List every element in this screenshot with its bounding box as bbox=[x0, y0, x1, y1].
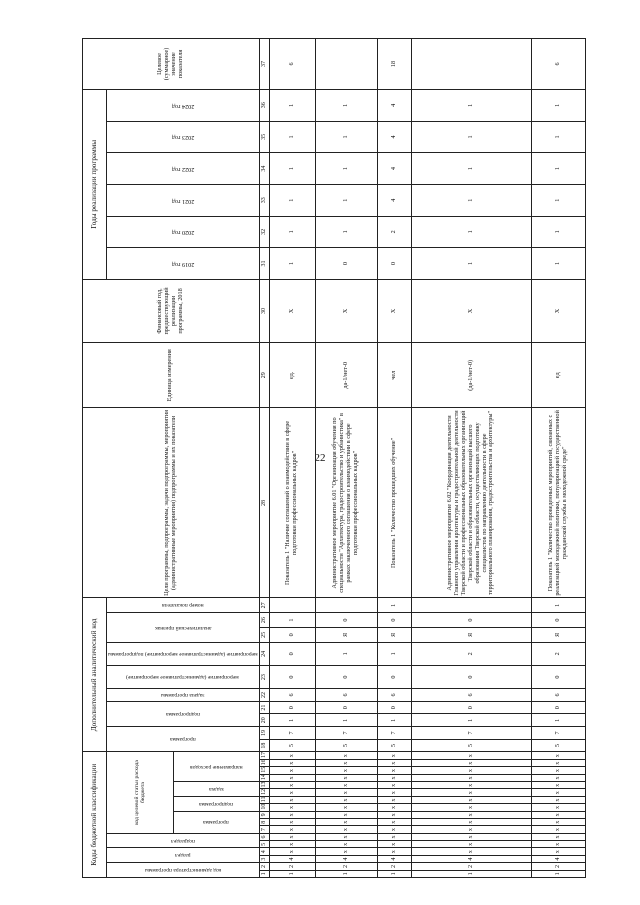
column-number: 2 bbox=[259, 863, 269, 870]
code-cell: x bbox=[411, 833, 531, 840]
analytic-cell: 0 bbox=[531, 613, 585, 628]
code-cell: x bbox=[377, 774, 411, 781]
column-numbers-row bbox=[259, 39, 269, 878]
code-cell: x bbox=[315, 760, 377, 767]
code-cell: x bbox=[377, 841, 411, 848]
table-row bbox=[531, 39, 585, 878]
code-cell: x bbox=[377, 752, 411, 760]
column-number: 32 bbox=[259, 216, 269, 248]
table-row bbox=[411, 39, 531, 878]
code-cell: x bbox=[531, 811, 585, 818]
code-cell: x bbox=[377, 819, 411, 826]
column-number: 16 bbox=[259, 760, 269, 767]
analytic-cell: 2 bbox=[531, 642, 585, 665]
target-value-cell: 6 bbox=[269, 39, 315, 90]
analytic-cell: 6 bbox=[315, 689, 377, 702]
analytic-cell: 1 bbox=[531, 714, 585, 727]
fin-year-cell: X bbox=[269, 279, 315, 342]
analytic-cell: 1 bbox=[377, 598, 411, 613]
column-number: 20 bbox=[259, 714, 269, 727]
code-cell: x bbox=[531, 804, 585, 811]
column-number: 25 bbox=[259, 627, 269, 642]
column-number: 4 bbox=[259, 848, 269, 855]
column-number: 27 bbox=[259, 598, 269, 613]
code-cell: x bbox=[411, 767, 531, 774]
code-cell: x bbox=[315, 826, 377, 833]
unit-cell: ед. bbox=[269, 343, 315, 408]
budget-codes-header: Коды бюджетной классификации bbox=[83, 752, 107, 878]
column-number: 29 bbox=[259, 343, 269, 408]
code-cell: x bbox=[411, 848, 531, 855]
code-cell: x bbox=[315, 811, 377, 818]
code-cell: x bbox=[411, 774, 531, 781]
table-row bbox=[269, 39, 315, 878]
analytic-cell: 0 bbox=[315, 613, 377, 628]
column-number: 33 bbox=[259, 184, 269, 216]
analytic-sign-header: аналитический признак bbox=[107, 613, 260, 643]
analytic-code-header: Дополнительный аналитический код bbox=[83, 598, 107, 752]
analytic-cell: 1 bbox=[315, 714, 377, 727]
code-cell: x bbox=[531, 796, 585, 803]
analytic-cell: 0 bbox=[269, 642, 315, 665]
year-value-cell: 1 bbox=[411, 153, 531, 185]
event-header: мероприятие (административное мероприятие) bbox=[107, 665, 260, 688]
task-code-header: задача bbox=[173, 782, 259, 797]
code-cell: 4 bbox=[531, 855, 585, 862]
year-value-cell: 1 bbox=[531, 153, 585, 185]
column-number: 22 bbox=[259, 689, 269, 702]
analytic-cell: Я bbox=[377, 627, 411, 642]
code-cell: x bbox=[315, 804, 377, 811]
code-cell: x bbox=[531, 767, 585, 774]
analytic-cell: 6 bbox=[269, 689, 315, 702]
column-number: 5 bbox=[259, 841, 269, 848]
code-cell: x bbox=[377, 833, 411, 840]
code-cell: x bbox=[269, 767, 315, 774]
year-2024-header: 2024 год bbox=[107, 89, 260, 121]
analytic-cell: 6 bbox=[377, 689, 411, 702]
code-cell: x bbox=[377, 782, 411, 789]
code-cell: x bbox=[411, 804, 531, 811]
table-row bbox=[315, 39, 377, 878]
code-cell: x bbox=[531, 782, 585, 789]
code-cell: x bbox=[269, 782, 315, 789]
year-value-cell: 1 bbox=[411, 121, 531, 153]
goal-text-cell: Показатель 1 "Количество прошедших обучение" bbox=[377, 408, 411, 598]
analytic-cell: 5 bbox=[377, 739, 411, 752]
year-value-cell: 0 bbox=[315, 248, 377, 280]
analytic-cell bbox=[411, 598, 531, 613]
fin-year-cell: X bbox=[411, 279, 531, 342]
years-header: Годы реализации программы bbox=[83, 89, 107, 279]
year-value-cell: 1 bbox=[315, 121, 377, 153]
code-cell: x bbox=[531, 848, 585, 855]
year-value-cell: 1 bbox=[269, 121, 315, 153]
year-value-cell: 4 bbox=[377, 121, 411, 153]
analytic-cell: 7 bbox=[377, 727, 411, 740]
unit-cell: чел bbox=[377, 343, 411, 408]
analytic-cell: 1 bbox=[531, 598, 585, 613]
unit-cell: (да-1/нет-0) bbox=[411, 343, 531, 408]
program-task-header: задача программы bbox=[107, 689, 260, 702]
column-number: 31 bbox=[259, 248, 269, 280]
analytic-cell: 0 bbox=[411, 701, 531, 714]
code-cell: x bbox=[411, 796, 531, 803]
code-cell: x bbox=[531, 819, 585, 826]
code-cell: x bbox=[315, 819, 377, 826]
column-number: 17 bbox=[259, 752, 269, 760]
indicator-no-header: номер показателя bbox=[107, 598, 260, 613]
analytic-cell: 6 bbox=[531, 689, 585, 702]
code-cell: x bbox=[269, 804, 315, 811]
year-value-cell: 2 bbox=[377, 216, 411, 248]
fin-year-header: Финансовый год, предшествующий реализации программы, 2018 bbox=[83, 279, 260, 342]
fin-year-cell: X bbox=[377, 279, 411, 342]
year-value-cell: 1 bbox=[531, 121, 585, 153]
analytic-cell: 7 bbox=[269, 727, 315, 740]
analytic-cell: 0 bbox=[377, 613, 411, 628]
code-cell: x bbox=[411, 826, 531, 833]
year-value-cell: 1 bbox=[269, 89, 315, 121]
fin-year-cell: X bbox=[531, 279, 585, 342]
target-code-header: код целевой статьи расхода бюджета bbox=[107, 752, 174, 833]
admin-code-header: код администратора программы bbox=[107, 863, 260, 878]
analytic-cell: 1 bbox=[377, 714, 411, 727]
year-value-cell: 1 bbox=[315, 184, 377, 216]
column-number: 19 bbox=[259, 727, 269, 740]
code-cell: x bbox=[315, 848, 377, 855]
code-cell: x bbox=[531, 789, 585, 796]
unit-cell: да-1/нет-0 bbox=[315, 343, 377, 408]
code-cell: 4 bbox=[377, 855, 411, 862]
code-cell: x bbox=[411, 811, 531, 818]
section-header: раздел bbox=[107, 848, 260, 863]
year-value-cell: 0 bbox=[377, 248, 411, 280]
code-cell: 1 bbox=[269, 870, 315, 877]
year-value-cell: 1 bbox=[531, 216, 585, 248]
code-cell: x bbox=[315, 796, 377, 803]
analytic-cell: 0 bbox=[377, 701, 411, 714]
analytic-cell: 1 bbox=[315, 642, 377, 665]
code-cell: 1 bbox=[411, 870, 531, 877]
code-cell: x bbox=[377, 796, 411, 803]
analytic-cell bbox=[315, 598, 377, 613]
analytic-cell: 5 bbox=[411, 739, 531, 752]
unit-cell: ед bbox=[531, 343, 585, 408]
analytic-cell: 5 bbox=[269, 739, 315, 752]
analytic-subprogram-header: подпрограмма bbox=[107, 701, 260, 726]
column-number: 13 bbox=[259, 782, 269, 789]
goal-text-cell: Административное мероприятие 6.01 "Организация обучения по специальности "Архитектура, градостроительство и урбанистика" в рамках заключенного соглашения о взаимодействии в сфере подготовки профессиональных кадров" bbox=[315, 408, 377, 598]
subsection-header: подраздел bbox=[107, 833, 260, 848]
analytic-cell: 1 bbox=[377, 642, 411, 665]
code-cell: x bbox=[269, 796, 315, 803]
column-number: 21 bbox=[259, 701, 269, 714]
rotated-table-frame bbox=[82, 38, 568, 878]
column-number: 34 bbox=[259, 153, 269, 185]
analytic-cell: 7 bbox=[531, 727, 585, 740]
year-2019-header: 2019 год bbox=[107, 248, 260, 280]
code-cell: 1 bbox=[377, 870, 411, 877]
code-cell: 2 bbox=[377, 863, 411, 870]
code-cell: 2 bbox=[315, 863, 377, 870]
code-cell: x bbox=[411, 841, 531, 848]
event-sub-header: мероприятие (административное мероприятие) подпрограммы bbox=[107, 642, 260, 665]
year-2020-header: 2020 год bbox=[107, 216, 260, 248]
code-cell: x bbox=[315, 841, 377, 848]
target-value-cell bbox=[315, 39, 377, 90]
code-cell: x bbox=[411, 789, 531, 796]
year-value-cell: 1 bbox=[411, 184, 531, 216]
code-cell: x bbox=[411, 752, 531, 760]
year-value-cell: 1 bbox=[531, 89, 585, 121]
year-2023-header: 2023 год bbox=[107, 121, 260, 153]
column-number: 18 bbox=[259, 739, 269, 752]
table-body bbox=[269, 39, 585, 878]
analytic-cell bbox=[269, 598, 315, 613]
column-number: 10 bbox=[259, 804, 269, 811]
analytic-program-header: программа bbox=[107, 727, 260, 752]
code-cell: 2 bbox=[269, 863, 315, 870]
year-value-cell: 4 bbox=[377, 184, 411, 216]
column-number: 1 bbox=[259, 870, 269, 877]
direction-code-header: направление расходов bbox=[173, 752, 259, 782]
code-cell: 4 bbox=[315, 855, 377, 862]
analytic-cell: 5 bbox=[531, 739, 585, 752]
year-value-cell: 1 bbox=[531, 184, 585, 216]
analytic-cell: 6 bbox=[411, 689, 531, 702]
column-number: 11 bbox=[259, 796, 269, 803]
code-cell: x bbox=[377, 811, 411, 818]
column-number: 36 bbox=[259, 89, 269, 121]
code-cell: x bbox=[531, 752, 585, 760]
code-cell: x bbox=[315, 833, 377, 840]
analytic-cell: Я bbox=[315, 627, 377, 642]
code-cell: x bbox=[315, 767, 377, 774]
code-cell: 2 bbox=[411, 863, 531, 870]
code-cell: x bbox=[377, 826, 411, 833]
analytic-cell: 0 bbox=[411, 665, 531, 688]
goal-text-cell: Показатель 1 "Количество проведенных мероприятий, связанных с реализацией молодежной политики, популяризацией государственной гражданской службы в молодежной среде" bbox=[531, 408, 585, 598]
code-cell: x bbox=[377, 804, 411, 811]
column-number: 6 bbox=[259, 833, 269, 840]
analytic-cell: 7 bbox=[315, 727, 377, 740]
column-number: 24 bbox=[259, 642, 269, 665]
goal-text-cell: Административное мероприятие 6.02 "Координация деятельности Главного управления архитектуры и градостроительной деятельности Тверской области и профессиональных образовательных организаций Тверской области и образовательных организаций высшего образования Тверской области, осуществляющих подготовку специалистов по направлению деятельности в сфере территориального планирования, градостроительства и архитектуры" bbox=[411, 408, 531, 598]
code-cell: x bbox=[315, 782, 377, 789]
code-cell: x bbox=[269, 752, 315, 760]
goals-header: Цели программы, подпрограммы, задачи подпрограммы, мероприятия (административные мероприятия) подпрограммы и их показатели bbox=[83, 408, 260, 598]
year-value-cell: 1 bbox=[411, 248, 531, 280]
code-cell: x bbox=[269, 819, 315, 826]
analytic-cell: 2 bbox=[411, 642, 531, 665]
column-number: 3 bbox=[259, 855, 269, 862]
code-cell: x bbox=[377, 789, 411, 796]
code-cell: 1 bbox=[315, 870, 377, 877]
column-number: 12 bbox=[259, 789, 269, 796]
column-number: 28 bbox=[259, 408, 269, 598]
year-value-cell: 4 bbox=[377, 89, 411, 121]
year-value-cell: 1 bbox=[315, 153, 377, 185]
code-cell: x bbox=[269, 760, 315, 767]
program-code-header: программа bbox=[173, 811, 259, 833]
year-value-cell: 1 bbox=[269, 216, 315, 248]
target-value-cell: 6 bbox=[531, 39, 585, 90]
target-value-header: Целевое (суммарное) значение показателя bbox=[83, 39, 260, 90]
year-2021-header: 2021 год bbox=[107, 184, 260, 216]
subprogram-code-header: подпрограмма bbox=[173, 796, 259, 811]
code-cell: x bbox=[531, 774, 585, 781]
analytic-cell: Я bbox=[411, 627, 531, 642]
indicators-table bbox=[82, 38, 586, 878]
year-value-cell: 1 bbox=[411, 89, 531, 121]
code-cell: x bbox=[531, 833, 585, 840]
code-cell: x bbox=[269, 833, 315, 840]
code-cell: x bbox=[377, 760, 411, 767]
code-cell: x bbox=[315, 752, 377, 760]
year-2022-header: 2022 год bbox=[107, 153, 260, 185]
column-number: 15 bbox=[259, 767, 269, 774]
code-cell: x bbox=[269, 826, 315, 833]
year-value-cell: 1 bbox=[269, 153, 315, 185]
analytic-cell: 0 bbox=[411, 613, 531, 628]
analytic-cell: 0 bbox=[269, 701, 315, 714]
column-number: 7 bbox=[259, 826, 269, 833]
code-cell: x bbox=[377, 848, 411, 855]
code-cell: x bbox=[411, 782, 531, 789]
code-cell: x bbox=[315, 774, 377, 781]
code-cell: 4 bbox=[269, 855, 315, 862]
column-number: 9 bbox=[259, 811, 269, 818]
analytic-cell: 0 bbox=[531, 665, 585, 688]
year-value-cell: 1 bbox=[315, 216, 377, 248]
code-cell: x bbox=[531, 760, 585, 767]
table-rotated-content bbox=[82, 38, 568, 878]
column-number: 14 bbox=[259, 774, 269, 781]
year-value-cell: 1 bbox=[531, 248, 585, 280]
column-number: 23 bbox=[259, 665, 269, 688]
page-number: 22 bbox=[314, 452, 326, 464]
goal-text-cell: Показатель 1 "Наличие соглашений о взаимодействии в сфере подготовки профессиональных кадров" bbox=[269, 408, 315, 598]
column-number: 26 bbox=[259, 613, 269, 628]
analytic-cell: Я bbox=[531, 627, 585, 642]
analytic-cell: 0 bbox=[377, 665, 411, 688]
column-number: 30 bbox=[259, 279, 269, 342]
target-value-cell bbox=[411, 39, 531, 90]
analytic-cell: 0 bbox=[269, 665, 315, 688]
table-row bbox=[377, 39, 411, 878]
year-value-cell: 1 bbox=[269, 248, 315, 280]
code-cell: x bbox=[531, 841, 585, 848]
year-value-cell: 4 bbox=[377, 153, 411, 185]
code-cell: 4 bbox=[411, 855, 531, 862]
code-cell: x bbox=[269, 789, 315, 796]
code-cell: x bbox=[377, 767, 411, 774]
column-number: 35 bbox=[259, 121, 269, 153]
year-value-cell: 1 bbox=[315, 89, 377, 121]
year-value-cell: 1 bbox=[269, 184, 315, 216]
code-cell: x bbox=[269, 841, 315, 848]
analytic-cell: 7 bbox=[411, 727, 531, 740]
code-cell: x bbox=[411, 819, 531, 826]
code-cell: x bbox=[269, 848, 315, 855]
code-cell: x bbox=[269, 811, 315, 818]
code-cell: x bbox=[411, 760, 531, 767]
code-cell: 1 bbox=[531, 870, 585, 877]
target-value-cell: 18 bbox=[377, 39, 411, 90]
code-cell: 2 bbox=[531, 863, 585, 870]
unit-header: Единица измерения bbox=[83, 343, 260, 408]
analytic-cell: 0 bbox=[315, 701, 377, 714]
column-number: 37 bbox=[259, 39, 269, 90]
code-cell: x bbox=[531, 826, 585, 833]
analytic-cell: 5 bbox=[315, 739, 377, 752]
analytic-cell: 0 bbox=[315, 665, 377, 688]
analytic-cell: 1 bbox=[269, 714, 315, 727]
year-value-cell: 1 bbox=[411, 216, 531, 248]
analytic-cell: 1 bbox=[411, 714, 531, 727]
analytic-cell: 1 bbox=[269, 613, 315, 628]
analytic-cell: 0 bbox=[269, 627, 315, 642]
analytic-cell: 0 bbox=[531, 701, 585, 714]
code-cell: x bbox=[315, 789, 377, 796]
column-number: 8 bbox=[259, 819, 269, 826]
fin-year-cell: X bbox=[315, 279, 377, 342]
code-cell: x bbox=[269, 774, 315, 781]
